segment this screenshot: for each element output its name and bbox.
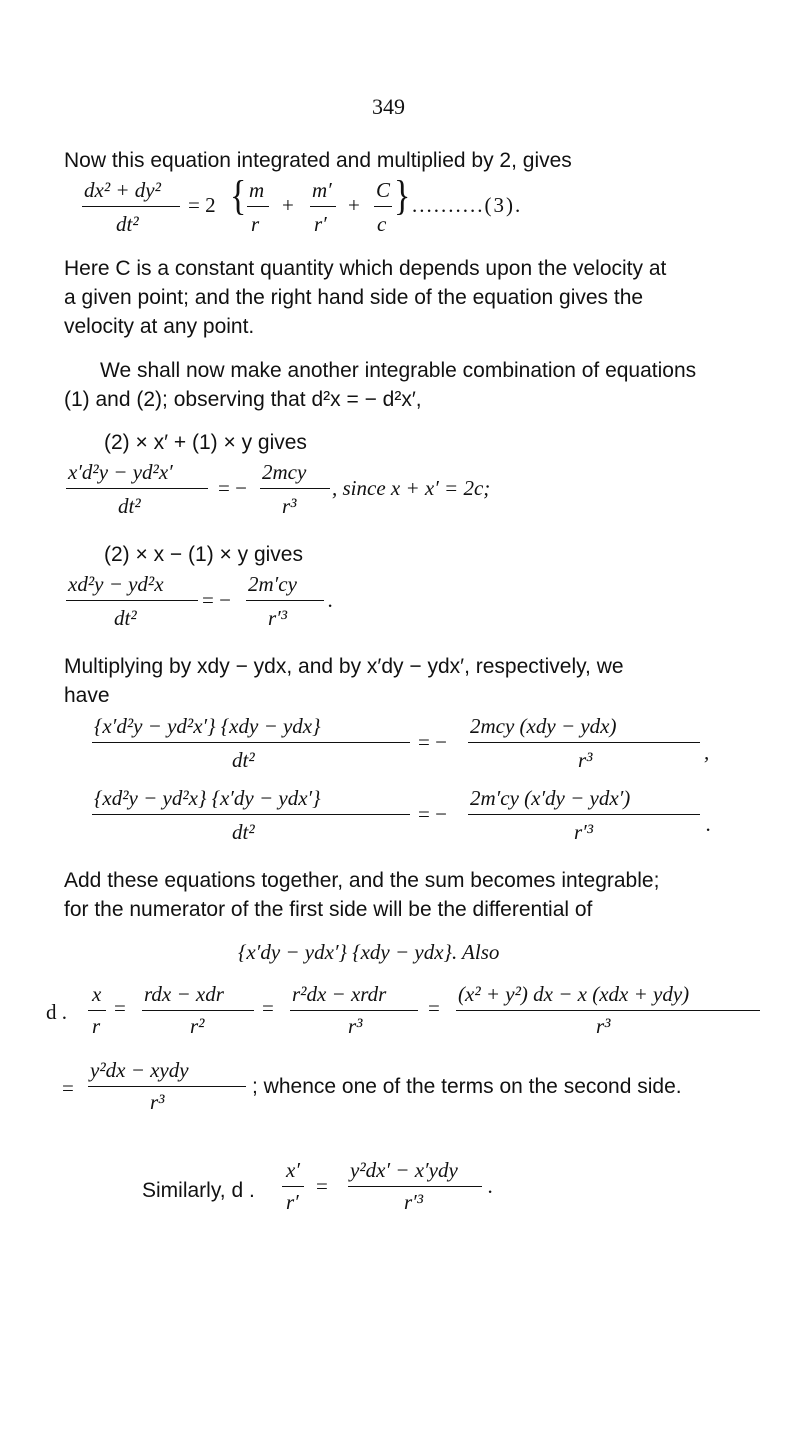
eq-b-rhs-numerator: 2m′cy [248, 572, 297, 596]
eq3-term2-bar [310, 206, 336, 207]
eq-e-f3-bar [290, 1010, 418, 1011]
eq3-lhs-denominator: dt² [116, 212, 139, 236]
eq-d-fraction-bar [92, 814, 410, 815]
para2-line-2: (1) and (2); observing that d²x = − d²x′, [64, 388, 422, 411]
eq-b-denominator: dt² [114, 606, 137, 630]
eq-c-denominator: dt² [232, 748, 255, 772]
eq-e-f1-denominator: r [92, 1014, 101, 1038]
eq-e-f2-numerator: rdx − xdr [144, 982, 224, 1006]
eq-c-rhs-numerator: 2mcy (xdy − ydx) [470, 714, 617, 738]
eq3-plus-1: + [282, 193, 294, 217]
eq-g-f1-denominator: r′ [286, 1190, 299, 1214]
eq3-term2-denominator: r′ [314, 212, 327, 236]
eq-c-rhs-denominator: r³ [578, 748, 593, 772]
step-1-line: (2) × x′ + (1) × y gives [104, 431, 307, 454]
eq-d-denominator: dt² [232, 820, 255, 844]
eq-a-tail: , since x + x′ = 2c; [332, 476, 491, 500]
eq-a-denominator: dt² [118, 494, 141, 518]
eq-c-numerator: {x′d²y − yd²x′} {xdy − ydx} [94, 714, 321, 738]
eq3-equals-two: = 2 [188, 193, 216, 217]
eq-a-rhs-denominator: r³ [282, 494, 297, 518]
eq-c-equals: = − [418, 730, 447, 754]
eq-b-fraction-bar [66, 600, 198, 601]
eq3-term3-numerator: C [376, 178, 391, 202]
eq-e-f1-bar [88, 1010, 106, 1011]
eq-e-f1-numerator: x [92, 982, 102, 1006]
eq-e-f2-bar [142, 1010, 254, 1011]
eq-d-equals: = − [418, 802, 447, 826]
intro-line: Now this equation integrated and multiplied by 2, gives [64, 149, 572, 172]
eq-e-lead: d . [46, 1000, 67, 1024]
eq3-lhs-fraction-bar [82, 206, 180, 207]
para4-line-2: for the numerator of the first side will be the differential of [64, 898, 593, 921]
eq-g-f1-numerator: x′ [286, 1158, 300, 1182]
eq3-term1-denominator: r [251, 212, 260, 236]
eq-e-equals-1: = [114, 996, 126, 1020]
eq3-term2-numerator: m′ [312, 178, 332, 202]
eq-e-f3-numerator: r²dx − xrdr [292, 982, 387, 1006]
eq-b-rhs-bar [246, 600, 324, 601]
eq-g-lead: Similarly, d . [142, 1179, 255, 1202]
eq-a-rhs-bar [260, 488, 330, 489]
eq-e-equals-2: = [262, 996, 274, 1020]
eq-e-f3-denominator: r³ [348, 1014, 363, 1038]
eq-d-rhs-bar [468, 814, 700, 815]
eq-c-rhs-bar [468, 742, 700, 743]
eq-c-fraction-bar [92, 742, 410, 743]
eq-e-f2-denominator: r² [190, 1014, 205, 1038]
para3-line-2: have [64, 684, 110, 707]
eq3-brace-close: } [394, 173, 411, 220]
differential-line: {x′dy − ydx′} {xdy − ydx}. Also [238, 940, 500, 964]
eq-d-tail: . [706, 812, 712, 836]
eq3-term3-bar [374, 206, 392, 207]
para3-line-1: Multiplying by xdy − ydx, and by x′dy − ydx′, respectively, we [64, 655, 624, 678]
eq-a-rhs-numerator: 2mcy [262, 460, 307, 484]
eq-b-tail: . [328, 588, 334, 612]
eq-f-tail: ; whence one of the terms on the second side. [252, 1075, 682, 1098]
eq-f-denominator: r³ [150, 1090, 165, 1114]
eq-g-equals: = [316, 1174, 328, 1198]
para2-line-1: We shall now make another integrable combination of equations [100, 359, 697, 382]
step-2-line: (2) × x − (1) × y gives [104, 543, 303, 566]
eq-d-rhs-denominator: r′³ [574, 820, 594, 844]
eq-g-f2-numerator: y²dx′ − x′ydy [350, 1158, 458, 1182]
eq-a-fraction-bar [66, 488, 208, 489]
eq-f-fraction-bar [88, 1086, 246, 1087]
eq3-brace-open: { [230, 173, 247, 220]
eq-f-equals: = [62, 1076, 74, 1100]
eq-e-f4-numerator: (x² + y²) dx − x (xdx + ydy) [458, 982, 690, 1006]
eq-d-rhs-numerator: 2m′cy (x′dy − ydx′) [470, 786, 631, 810]
eq-f-numerator: y²dx − xydy [90, 1058, 189, 1082]
page-number: 349 [372, 94, 405, 119]
eq-a-numerator: x′d²y − yd²x′ [68, 460, 173, 484]
eq-c-tail: , [704, 740, 710, 764]
eq-b-numerator: xd²y − yd²x [68, 572, 164, 596]
eq-g-f1-bar [282, 1186, 304, 1187]
eq-g-f2-denominator: r′³ [404, 1190, 424, 1214]
eq-g-f2-bar [348, 1186, 482, 1187]
eq3-lhs-numerator: dx² + dy² [84, 178, 161, 202]
eq3-label: ..........(3). [412, 193, 523, 217]
eq-b-equals: = − [202, 588, 231, 612]
eq-d-numerator: {xd²y − yd²x} {x′dy − ydx′} [94, 786, 321, 810]
para1-line-1: Here C is a constant quantity which depends upon the velocity at [64, 257, 667, 280]
eq-b-rhs-denominator: r′³ [268, 606, 288, 630]
eq3-term3-denominator: c [377, 212, 387, 236]
eq-e-equals-3: = [428, 996, 440, 1020]
eq-e-f4-bar [456, 1010, 760, 1011]
para4-line-1: Add these equations together, and the sum becomes integrable; [64, 869, 660, 892]
eq3-term1-numerator: m [249, 178, 265, 202]
para1-line-3: velocity at any point. [64, 315, 255, 338]
eq-a-equals: = − [218, 476, 247, 500]
eq3-term1-bar [247, 206, 269, 207]
eq3-plus-2: + [348, 193, 360, 217]
eq-e-f4-denominator: r³ [596, 1014, 611, 1038]
para1-line-2: a given point; and the right hand side of the equation gives the [64, 286, 644, 309]
eq-g-tail: . [488, 1174, 494, 1198]
